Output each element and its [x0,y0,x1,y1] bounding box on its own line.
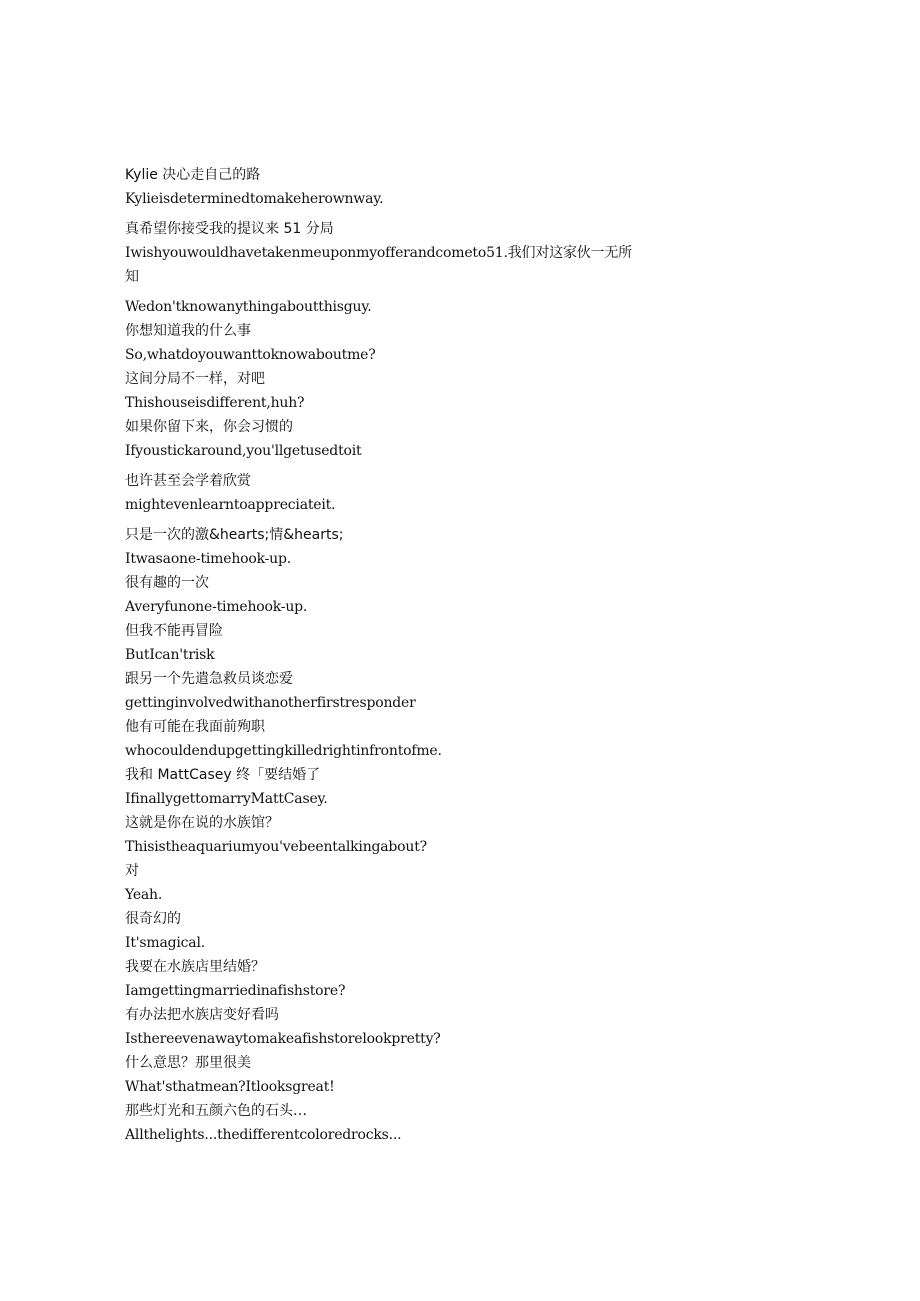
text-line: 这就是你在说的水族馆？ [125,815,279,831]
text-line: 我和 MattCasey 终「要结婚了 [125,767,321,783]
text-line: So,whatdoyouwanttoknowaboutme? [125,347,376,363]
text-line: 真希望你接受我的提议来 51 分局 [125,221,334,237]
text-line: Thishouseisdifferent,huh? [125,395,305,411]
subtitle-transcript [125,163,665,1147]
text-line: 什么意思？那里很美 [125,1055,251,1071]
text-line: What'sthatmean?Itlooksgreat! [125,1079,335,1095]
text-line: 这间分局不一样，对吧 [125,371,265,387]
text-line: 我要在水族店里结婚？ [125,959,265,975]
text-line: Kylieisdeterminedtomakeherownway. [125,191,384,207]
text-line: Iamgettingmarriedinafishstore? [125,983,346,999]
text-line: Averyfunone-timehook-up. [125,599,308,615]
text-line: mightevenlearntoappreciateit. [125,497,336,513]
text-line: 很奇幻的 [125,911,181,927]
text-line: Itwasaone-timehook-up. [125,551,292,567]
text-line: 也许甚至会学着欣赏 [125,473,251,489]
text-line: 如果你留下来，你会习惯的 [125,419,293,435]
text-line: 很有趣的一次 [125,575,209,591]
text-line: It'smagical. [125,935,205,951]
text-line: Isthereevenawaytomakeafishstorelookpretty? [125,1031,441,1047]
text-line: 对 [125,863,139,879]
text-line: IfinallygettomarryMattCasey. [125,791,328,807]
text-line: 只是一次的激&hearts;情&hearts; [125,527,344,543]
text-line: Kylie 决心走自己的路 [125,167,261,183]
text-line: Iwishyouwouldhavetakenmeuponmyofferandcometo51.我们对这家伙一无所知 [125,245,632,285]
text-line: Thisistheaquariumyou'vebeentalkingabout? [125,839,427,855]
text-line: Yeah. [125,887,163,903]
text-line: gettinginvolvedwithanotherfirstresponder [125,695,416,711]
text-line: 跟另一个先遣急救员谈恋爱 [125,671,293,687]
text-line: Ifyoustickaround,you'llgetusedtoit [125,443,362,459]
text-line: whocouldendupgettingkilledrightinfrontofme. [125,743,442,759]
text-line: ButIcan'trisk [125,647,215,663]
text-line: 那些灯光和五颜六色的石头… [125,1103,307,1119]
text-line: 有办法把水族店变好看吗 [125,1007,279,1023]
text-line: Allthelights...thedifferentcoloredrocks... [125,1127,402,1143]
text-line: 但我不能再冒险 [125,623,223,639]
text-line: 你想知道我的什么事 [125,323,251,339]
text-line: 他有可能在我面前殉职 [125,719,265,735]
text-line: Wedon'tknowanythingaboutthisguy. [125,299,372,315]
